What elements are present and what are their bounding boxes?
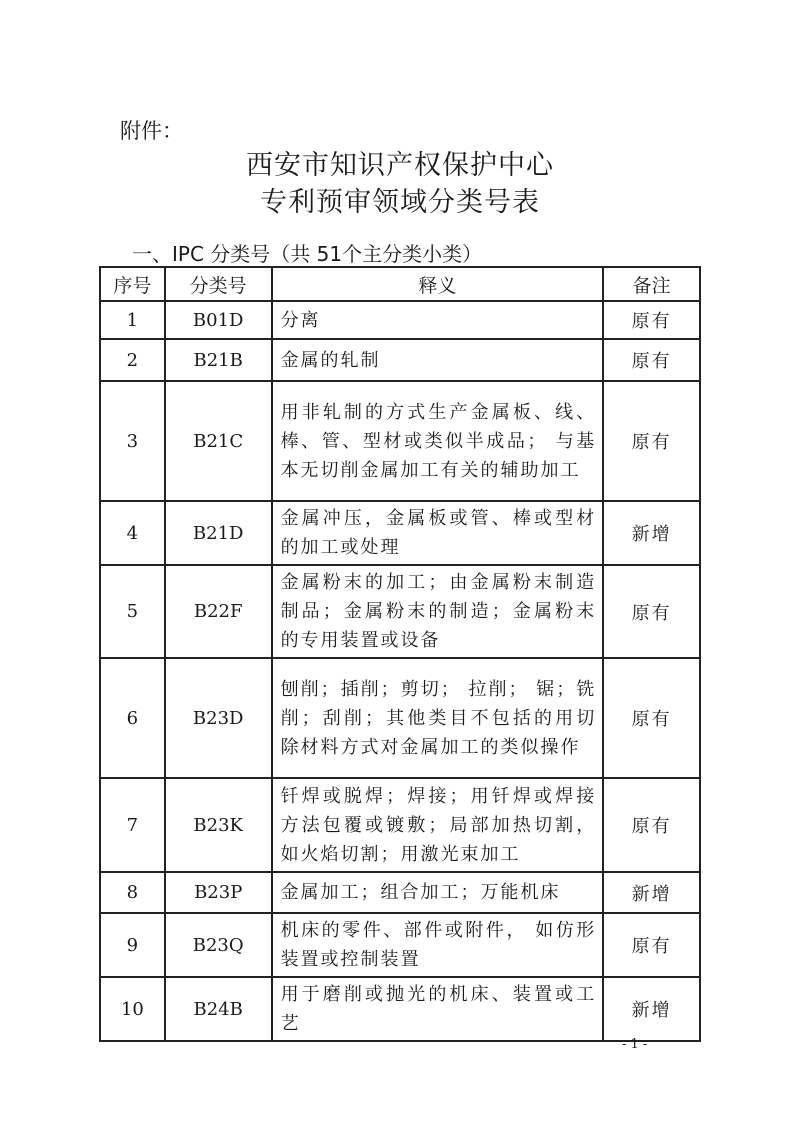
row-note: 新增 (603, 501, 700, 565)
row-description: 刨削；插削；剪切； 拉削； 锯；铣削；刮削；其他类目不包括的用切除材料方式对金属加工的类似操作 (272, 658, 604, 778)
table-row (100, 778, 700, 872)
row-note: 原有 (603, 658, 700, 778)
row-description: 用于磨削或抛光的机床、装置或工艺 (272, 977, 604, 1041)
row-code: B21D (165, 501, 272, 565)
row-code: B21B (165, 339, 272, 381)
document-title-line1: 西安市知识产权保护中心 (246, 150, 554, 181)
attachment-label: 附件： (120, 119, 183, 143)
table-row (100, 501, 700, 565)
row-index: 4 (100, 501, 165, 565)
row-code: B23D (165, 658, 272, 778)
table-row (100, 872, 700, 913)
row-index: 6 (100, 658, 165, 778)
header-note: 备注 (603, 267, 700, 301)
row-description: 金属的轧制 (272, 339, 604, 381)
row-note: 新增 (603, 977, 700, 1041)
row-index: 5 (100, 565, 165, 658)
row-code: B22F (165, 565, 272, 658)
row-note: 原有 (603, 778, 700, 872)
row-index: 8 (100, 872, 165, 913)
row-note: 新增 (603, 872, 700, 913)
row-description: 钎焊或脱焊；焊接；用钎焊或焊接方法包覆或镀敷；局部加热切割，如火焰切割；用激光束加工 (272, 778, 604, 872)
table-row (100, 381, 700, 501)
row-code: B23P (165, 872, 272, 913)
row-index: 2 (100, 339, 165, 381)
row-index: 1 (100, 301, 165, 339)
row-description: 分离 (272, 301, 604, 339)
row-note: 原有 (603, 339, 700, 381)
table-header-row (100, 267, 700, 301)
row-code: B01D (165, 301, 272, 339)
row-code: B21C (165, 381, 272, 501)
row-note: 原有 (603, 301, 700, 339)
classification-table (99, 266, 701, 1042)
row-description: 用非轧制的方式生产金属板、线、棒、管、型材或类似半成品； 与基本无切削金属加工有关的辅助加工 (272, 381, 604, 501)
table-row (100, 565, 700, 658)
header-code: 分类号 (165, 267, 272, 301)
row-code: B23K (165, 778, 272, 872)
row-note: 原有 (603, 381, 700, 501)
row-code: B23Q (165, 913, 272, 977)
header-index: 序号 (100, 267, 165, 301)
row-index: 7 (100, 778, 165, 872)
row-description: 金属粉末的加工；由金属粉末制造制品；金属粉末的制造；金属粉末的专用装置或设备 (272, 565, 604, 658)
row-index: 9 (100, 913, 165, 977)
row-description: 金属加工；组合加工；万能机床 (272, 872, 604, 913)
table-row (100, 301, 700, 339)
row-description: 机床的零件、部件或附件， 如仿形装置或控制装置 (272, 913, 604, 977)
page-number: - 1 - (622, 1037, 648, 1052)
document-title-line2: 专利预审领域分类号表 (260, 187, 540, 218)
header-description: 释义 (272, 267, 604, 301)
table-row (100, 339, 700, 381)
row-index: 10 (100, 977, 165, 1041)
row-code: B24B (165, 977, 272, 1041)
section-heading: 一、IPC 分类号（共 51个主分类小类） (132, 242, 483, 266)
row-description: 金属冲压，金属板或管、棒或型材的加工或处理 (272, 501, 604, 565)
table-row (100, 913, 700, 977)
table-row (100, 977, 700, 1041)
table-row (100, 658, 700, 778)
row-index: 3 (100, 381, 165, 501)
row-note: 原有 (603, 913, 700, 977)
row-note: 原有 (603, 565, 700, 658)
